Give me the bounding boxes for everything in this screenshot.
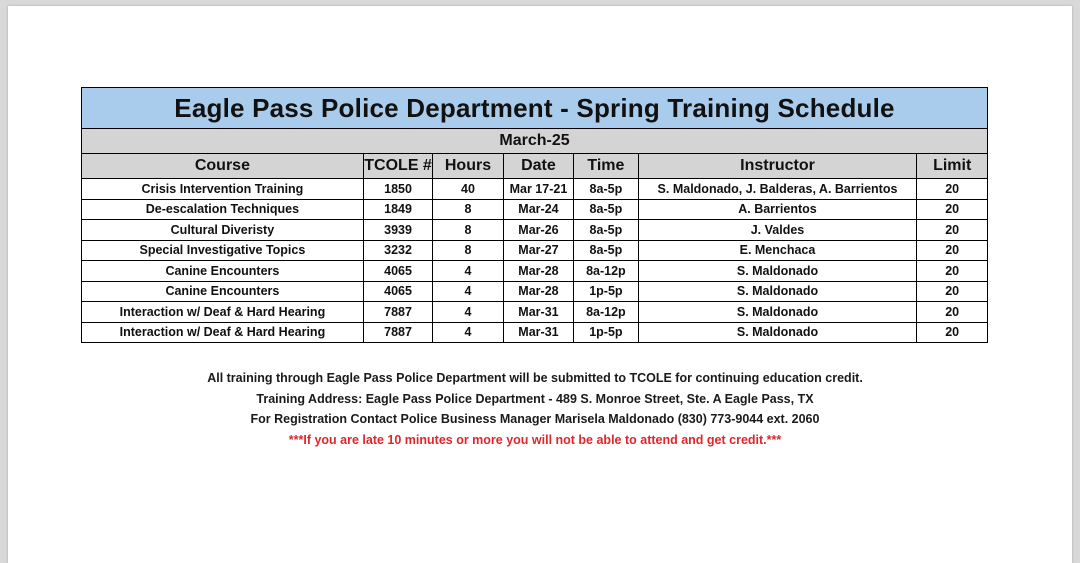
cell-hours: 8 [433,220,503,241]
column-header-date: Date [503,154,573,179]
cell-instructor: A. Barrientos [638,199,917,220]
notes-block [81,368,989,450]
column-header-time: Time [574,154,638,179]
cell-time: 8a-5p [574,240,638,261]
cell-course: Crisis Intervention Training [82,179,364,200]
cell-tcole: 7887 [363,322,432,343]
cell-limit: 20 [917,322,988,343]
table-row [82,220,988,241]
cell-course: De-escalation Techniques [82,199,364,220]
cell-instructor: S. Maldonado [638,322,917,343]
cell-time: 8a-5p [574,199,638,220]
cell-hours: 8 [433,240,503,261]
cell-tcole: 4065 [363,281,432,302]
cell-course: Canine Encounters [82,261,364,282]
cell-date: Mar-31 [503,302,573,323]
cell-limit: 20 [917,302,988,323]
table-row [82,199,988,220]
cell-tcole: 1850 [363,179,432,200]
table-row [82,322,988,343]
title-row [82,88,988,129]
cell-time: 1p-5p [574,281,638,302]
column-header-hours: Hours [433,154,503,179]
column-header-row [82,154,988,179]
note-registration-contact: For Registration Contact Police Business Manager Marisela Maldonado (830) 773-9044 ext. 2060 [250,412,820,426]
cell-time: 8a-5p [574,220,638,241]
cell-hours: 4 [433,281,503,302]
schedule-table [81,87,988,343]
cell-course: Canine Encounters [82,281,364,302]
table-row [82,302,988,323]
cell-limit: 20 [917,220,988,241]
page-title: Eagle Pass Police Department - Spring Training Schedule [82,88,988,129]
cell-date: Mar-28 [503,281,573,302]
cell-date: Mar-24 [503,199,573,220]
cell-course: Interaction w/ Deaf & Hard Hearing [82,302,364,323]
cell-time: 8a-12p [574,302,638,323]
cell-hours: 40 [433,179,503,200]
cell-date: Mar-31 [503,322,573,343]
table-row [82,240,988,261]
cell-limit: 20 [917,281,988,302]
column-header-limit: Limit [917,154,988,179]
cell-time: 8a-12p [574,261,638,282]
table-row [82,179,988,200]
column-header-tcole: TCOLE # [363,154,432,179]
cell-tcole: 7887 [363,302,432,323]
cell-instructor: S. Maldonado [638,261,917,282]
cell-time: 8a-5p [574,179,638,200]
cell-date: Mar-27 [503,240,573,261]
cell-date: Mar 17-21 [503,179,573,200]
cell-tcole: 3939 [363,220,432,241]
cell-limit: 20 [917,261,988,282]
cell-date: Mar-26 [503,220,573,241]
cell-tcole: 3232 [363,240,432,261]
cell-tcole: 1849 [363,199,432,220]
month-label: March-25 [82,129,988,154]
cell-hours: 8 [433,199,503,220]
column-header-instructor: Instructor [638,154,917,179]
schedule-sheet [81,87,989,343]
cell-course: Special Investigative Topics [82,240,364,261]
cell-instructor: S. Maldonado [638,302,917,323]
cell-limit: 20 [917,179,988,200]
cell-tcole: 4065 [363,261,432,282]
cell-instructor: S. Maldonado [638,281,917,302]
cell-date: Mar-28 [503,261,573,282]
cell-instructor: J. Valdes [638,220,917,241]
cell-instructor: E. Menchaca [638,240,917,261]
table-row [82,281,988,302]
cell-limit: 20 [917,199,988,220]
cell-time: 1p-5p [574,322,638,343]
cell-hours: 4 [433,322,503,343]
note-training-address: Training Address: Eagle Pass Police Department - 489 S. Monroe Street, Ste. A Eagle Pass, TX [256,391,814,406]
cell-course: Cultural Diveristy [82,220,364,241]
column-header-course: Course [82,154,364,179]
cell-hours: 4 [433,302,503,323]
cell-course: Interaction w/ Deaf & Hard Hearing [82,322,364,343]
cell-instructor: S. Maldonado, J. Balderas, A. Barrientos [638,179,917,200]
note-tcole-credit: All training through Eagle Pass Police Department will be submitted to TCOLE for continuing education credit. [207,371,863,385]
cell-hours: 4 [433,261,503,282]
document-page [8,6,1072,563]
cell-limit: 20 [917,240,988,261]
note-late-warning: ***If you are late 10 minutes or more you will not be able to attend and get credit.*** [288,432,782,447]
month-row [82,129,988,154]
table-row [82,261,988,282]
